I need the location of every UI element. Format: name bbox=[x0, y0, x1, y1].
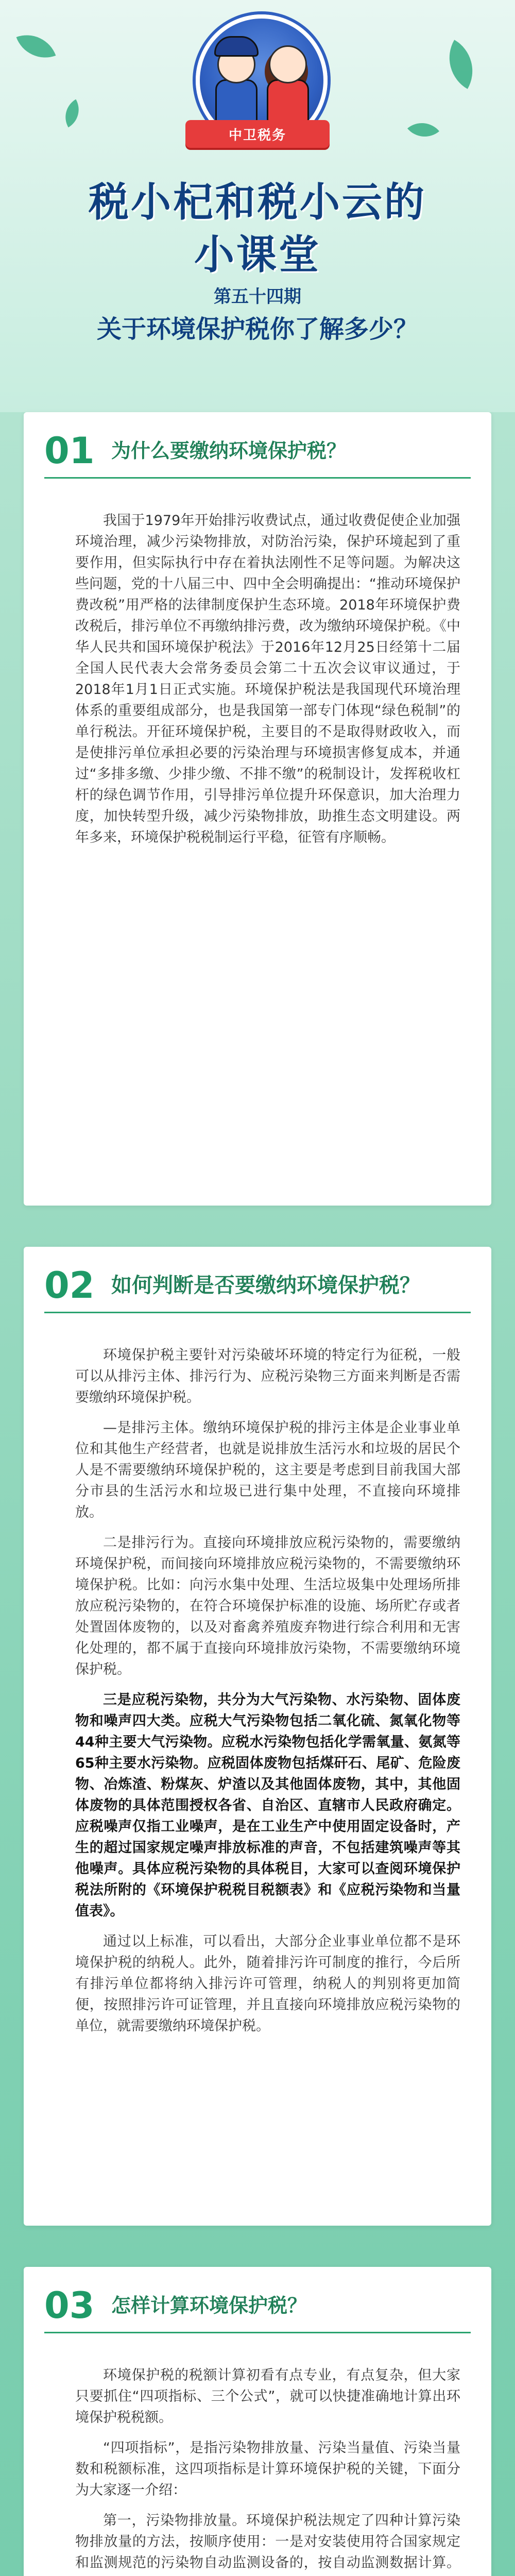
paragraph: 我国于1979年开始排污收费试点，通过收费促使企业加强环境治理，减少污染物排放，对防治污染，保护环境起到了重要作用，但实际执行中存在着执法刚性不足等问题。为解决这些问题，党的十八届三中、四中全会明确提出：“推动环境保护费改税”用严格的法律制度保护生态环境。2018年环境保护费改税后，排污单位不再缴纳排污费，改为缴纳环境保护税。《中华人民共和国环境保护税法》于2016年12月25日经第十二届全国人民代表大会常务委员会第二十五次会议审议通过，于2018年1月1日正式实施。环境保护税法是我国现代环境治理体系的重要组成部分，也是我国第一部专门体现“绿色税制”的单行税法。开征环境保护税，主要目的不是取得财政收入，而是使排污单位承担必要的污染治理与环境损害修复成本，并通过“多排多缴、少排少缴、不排不缴”的税制设计，发挥税收杠杆的绿色调节作用，引导排污单位提升环保意识，加大治理力度，加快转型升级，减少污染物排放，助推生态文明建设。两年多来，环境保护税税制运行平稳，征管有序顺畅。 bbox=[75, 513, 460, 845]
mascot-girl bbox=[263, 45, 310, 123]
page-title-line2: 小课堂 bbox=[194, 232, 321, 278]
section-body bbox=[75, 1345, 460, 2046]
section-divider bbox=[44, 477, 471, 479]
paragraph: 环境保护税主要针对污染破坏环境的特定行为征税，一般可以从排污主体、排污行为、应税污染物三方面来判断是否需要缴纳环境保护税。 bbox=[75, 1347, 460, 1405]
section-card-02 bbox=[24, 1247, 491, 2226]
mascot-boy bbox=[211, 45, 259, 123]
section-card-03 bbox=[24, 2267, 491, 2576]
paragraph: 三是应税污染物，共分为大气污染物、水污染物、固体废物和噪声四大类。应税大气污染物包括二氧化硫、氮氧化物等44种主要大气污染物。应税水污染物包括化学需氧量、氨氮等65种主要水污染物。应税固体废物包括煤矸石、尾矿、危险废物、冶炼渣、粉煤灰、炉渣以及其他固体废物，其中，其他固体废物的具体范围授权各省、自治区、直辖市人民政府确定。应税噪声仅指工业噪声，是在工业生产中使用固定设备时，产生的超过国家规定噪声排放标准的声音，不包括建筑噪声等其他噪声。具体应税污染物的具体税目，大家可以查阅环境保护税法所附的《环境保护税税目税额表》和《应税污染物和当量值表》。 bbox=[75, 1692, 460, 1919]
paragraph: “四项指标”，是指污染物排放量、污染当量值、污染当量数和税额标准，这四项指标是计算环境保护税的关键，下面分为大家逐一介绍： bbox=[75, 2440, 460, 2498]
section-divider bbox=[44, 2332, 471, 2333]
leaf-decoration bbox=[436, 40, 486, 89]
leaf-decoration bbox=[16, 27, 56, 66]
page-subtitle: 关于环境保护税你了解多少？ bbox=[96, 315, 418, 344]
issue-number: 第五十四期 bbox=[214, 286, 301, 307]
section-number: 01 bbox=[44, 430, 95, 472]
section-body bbox=[75, 2365, 460, 2576]
section-header bbox=[44, 1262, 471, 1309]
paragraph: 第一，污染物排放量。环境保护税法规定了四种计算污染物排放量的方法，按顺序使用：一是对安装使用符合国家规定和监测规范的污染物自动监测设备的，按自动监测数据计算。 bbox=[75, 2513, 460, 2571]
section-divider bbox=[44, 1312, 471, 1313]
section-question: 为什么要缴纳环境保护税？ bbox=[111, 439, 347, 462]
section-body bbox=[75, 510, 460, 857]
section-header bbox=[44, 2282, 471, 2329]
section-question: 怎样计算环境保护税？ bbox=[111, 2294, 307, 2317]
paragraph: 通过以上标准，可以看出，大部分企业事业单位都不是环境保护税的纳税人。此外，随着排污许可制度的推行，今后所有排污单位都将纳入排污许可管理，纳税人的判别将更加简便，按照排污许可证管理，并且直接向环境排放应税污染物的单位，就需要缴纳环境保护税。 bbox=[75, 1934, 460, 2034]
section-number: 02 bbox=[44, 1264, 95, 1307]
leaf-decoration bbox=[407, 114, 439, 146]
paragraph: 二是排污行为。直接向环境排放应税污染物的，需要缴纳环境保护税，而间接向环境排放应税污染物的，不需要缴纳环境保护税。比如：向污水集中处理、生活垃圾集中处理场所排放应税污染物的，在符合环境保护标准的设施、场所贮存或者处置固体废物的，以及对畜禽养殖废弃物进行综合利用和无害化处理的，都不属于直接向环境排放污染物，不需要缴纳环境保护税。 bbox=[75, 1535, 460, 1677]
section-card-01 bbox=[24, 412, 491, 1206]
section-question: 如何判断是否要缴纳环境保护税？ bbox=[111, 1274, 420, 1297]
leaf-decoration bbox=[58, 99, 87, 128]
paragraph: —是排污主体。缴纳环境保护税的排污主体是企业事业单位和其他生产经营者，也就是说排放生活污水和垃圾的居民个人是不需要缴纳环境保护税的，这主要是考虑到目前我国大部分市县的生活污水和垃圾已进行集中处理，不直接向环境排放。 bbox=[75, 1420, 460, 1520]
paragraph: 环境保护税的税额计算初看有点专业，有点复杂，但大家只要抓住“四项指标、三个公式”，就可以快捷准确地计算出环境保护税税额。 bbox=[75, 2367, 460, 2426]
logo-badge bbox=[175, 9, 340, 164]
page-title-line1: 税小杞和税小云的 bbox=[88, 179, 426, 226]
section-number: 03 bbox=[44, 2284, 95, 2327]
section-header bbox=[44, 428, 471, 474]
logo-ribbon: 中卫税务 bbox=[185, 120, 330, 148]
header-banner bbox=[0, 0, 515, 412]
